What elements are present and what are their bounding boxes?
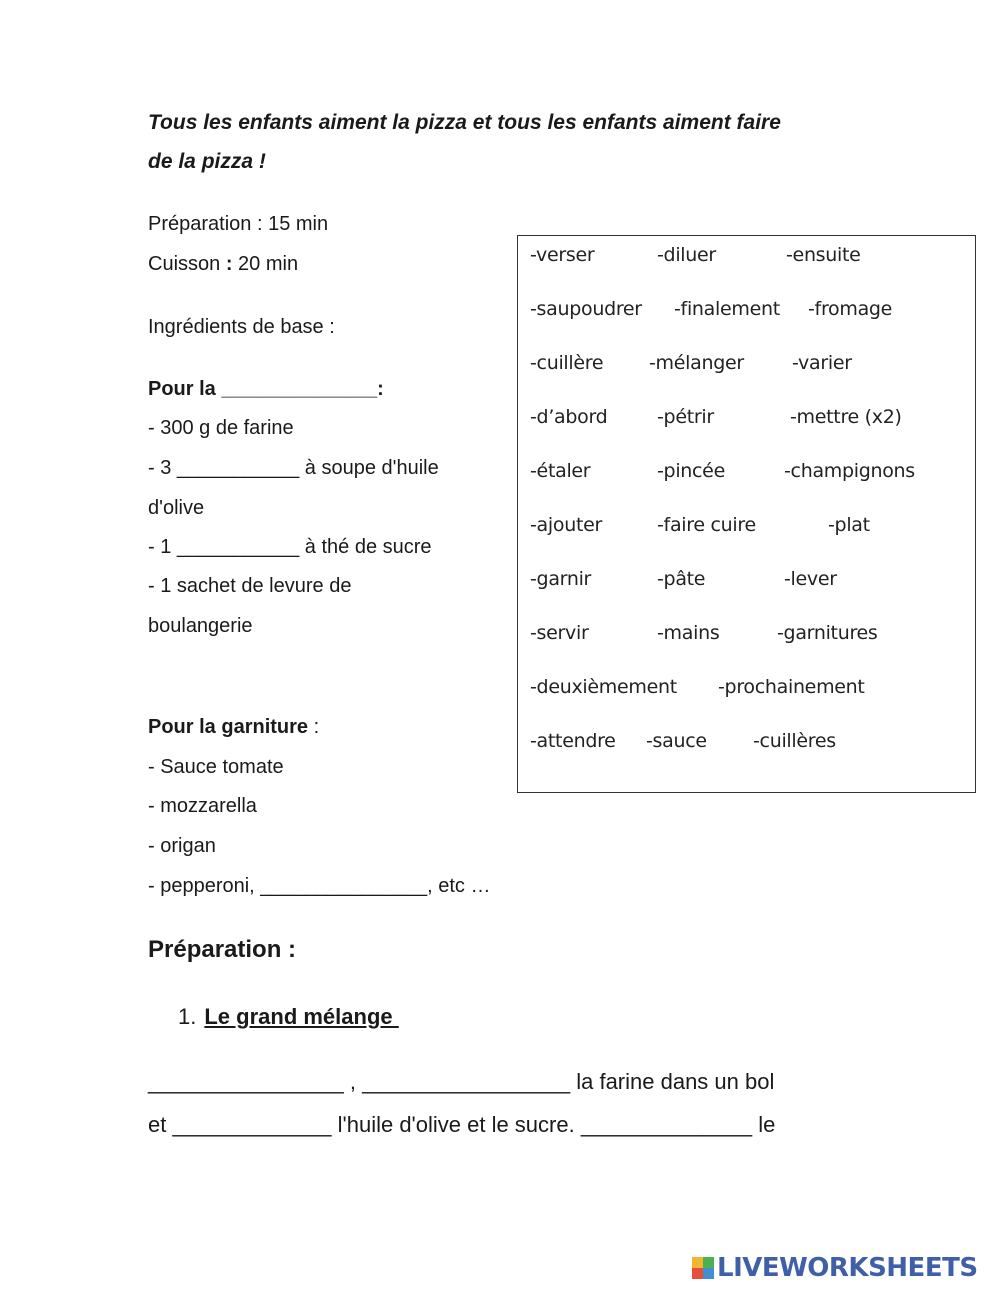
word-bank-word: -mains (657, 622, 720, 644)
word-bank-word: -varier (792, 352, 852, 374)
logo-text: LIVEWORKSHEETS (717, 1253, 978, 1283)
word-bank-word: -attendre (530, 730, 616, 752)
preparation-time: Préparation : 15 min (148, 213, 329, 235)
fill-in-line[interactable]: et _____________ l'huile d'olive et le sucre. ______________ le (148, 1112, 776, 1137)
ingredient-item: - 1 ___________ à thé de sucre (148, 536, 432, 558)
step-1-title (178, 1004, 399, 1030)
word-bank-word: -fromage (808, 298, 893, 320)
ingredient-item: boulangerie (148, 615, 253, 637)
word-bank-word: -faire cuire (657, 514, 756, 536)
step-title: Le grand mélange (204, 1004, 399, 1029)
cooking-time (148, 253, 298, 276)
step-number: 1. (178, 1004, 197, 1029)
word-bank-word: -mettre (x2) (790, 406, 902, 428)
word-bank-word: -pâte (657, 568, 706, 590)
word-bank-word: -cuillère (530, 352, 604, 374)
liveworksheets-logo (692, 1253, 978, 1283)
cooking-time-colon: : (225, 253, 233, 275)
preparation-heading: Préparation : (148, 936, 297, 963)
word-bank-word: -plat (828, 514, 870, 536)
word-bank-word: -étaler (530, 460, 591, 482)
garniture-item: - mozzarella (148, 795, 257, 817)
word-bank-word: -sauce (646, 730, 707, 752)
word-bank-word: -prochainement (718, 676, 865, 698)
word-bank-word: -pétrir (657, 406, 714, 428)
logo-icon-tile (703, 1268, 714, 1279)
garniture-item: - origan (148, 835, 216, 857)
word-bank-word: -ajouter (530, 514, 602, 536)
garniture-item: - Sauce tomate (148, 756, 284, 778)
word-bank-word: -lever (784, 568, 837, 590)
logo-icon (692, 1257, 714, 1279)
cooking-time-value: 20 min (232, 253, 299, 275)
word-bank (517, 235, 976, 793)
logo-icon-tile (692, 1257, 703, 1268)
word-bank-word: -mélanger (649, 352, 744, 374)
word-bank-word: -champignons (784, 460, 915, 482)
word-bank-word: -ensuite (786, 244, 861, 266)
ingredient-item: - 1 sachet de levure de (148, 575, 352, 597)
cooking-time-label: Cuisson (148, 253, 226, 275)
word-bank-word: -cuillères (753, 730, 836, 752)
word-bank-word: -verser (530, 244, 595, 266)
ingredient-item: - 300 g de farine (148, 417, 294, 439)
word-bank-word: -saupoudrer (530, 298, 642, 320)
garniture-heading-bold: Pour la garniture (148, 716, 309, 738)
word-bank-word: -finalement (674, 298, 780, 320)
ingredients-title: Ingrédients de base : (148, 316, 335, 338)
garniture-heading-rest: : (308, 716, 320, 738)
pate-heading: Pour la ______________: (148, 378, 384, 400)
ingredient-item: - 3 ___________ à soupe d'huile (148, 457, 439, 479)
word-bank-word: -garnitures (777, 622, 878, 644)
logo-icon-tile (703, 1257, 714, 1268)
word-bank-word: -garnir (530, 568, 592, 590)
word-bank-word: -d’abord (530, 406, 608, 428)
fill-in-line[interactable]: ________________ , _________________ la farine dans un bol (148, 1069, 775, 1094)
ingredient-item: d'olive (148, 497, 205, 519)
garniture-item: - pepperoni, _______________, etc … (148, 875, 491, 897)
word-bank-word: -servir (530, 622, 589, 644)
intro-line-2: de la pizza ! (148, 150, 266, 173)
garniture-heading (148, 716, 319, 739)
intro-line-1: Tous les enfants aiment la pizza et tous les enfants aiment faire (148, 111, 781, 134)
word-bank-word: -diluer (657, 244, 716, 266)
word-bank-word: -pincée (657, 460, 725, 482)
logo-icon-tile (692, 1268, 703, 1279)
word-bank-word: -deuxièmement (530, 676, 677, 698)
